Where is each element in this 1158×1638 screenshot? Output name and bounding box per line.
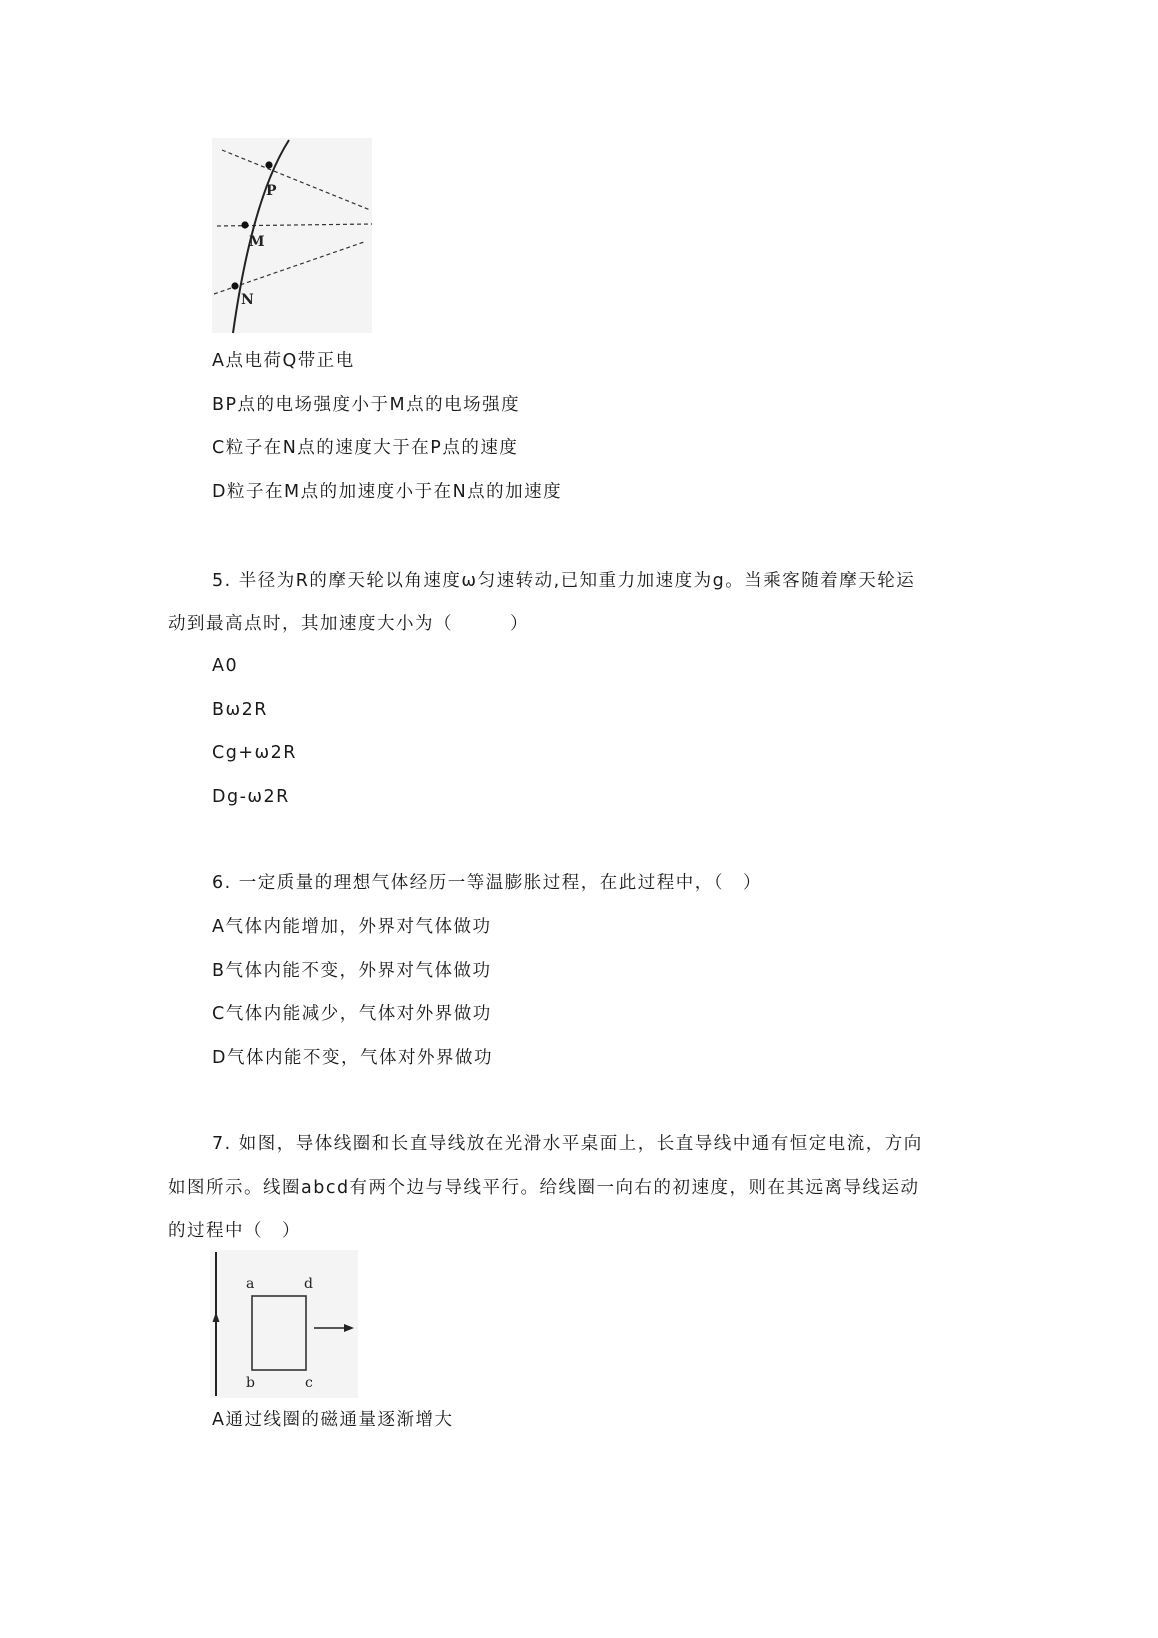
q6-option-a: A气体内能增加，外界对气体做功 xyxy=(212,917,492,937)
point-p-dot xyxy=(265,161,272,168)
q6-option-c: C气体内能减少，气体对外界做功 xyxy=(212,1004,492,1024)
label-d: d xyxy=(304,1276,313,1292)
q7-stem-line1: 7. 如图，导体线圈和长直导线放在光滑水平桌面上，长直导线中通有恒定电流，方向 xyxy=(212,1134,923,1154)
q4-option-a: A点电荷Q带正电 xyxy=(212,351,355,371)
q5-option-a: A0 xyxy=(212,656,239,676)
figure-background xyxy=(212,138,372,333)
q6-option-d: D气体内能不变，气体对外界做功 xyxy=(212,1048,493,1068)
label-m: M xyxy=(249,234,265,250)
q5-stem-line1: 5. 半径为R的摩天轮以角速度ω匀速转动,已知重力加速度为g。当乘客随着摩天轮运 xyxy=(212,571,916,591)
q5-option-c: Cg+ω2R xyxy=(212,743,297,763)
q7-stem-line3: 的过程中（ ） xyxy=(168,1221,301,1241)
label-p: P xyxy=(266,183,277,199)
label-b: b xyxy=(246,1375,255,1391)
point-n-dot xyxy=(231,282,238,289)
q4-option-b: BP点的电场强度小于M点的电场强度 xyxy=(212,395,521,415)
q5-stem-line2: 动到最高点时，其加速度大小为（ ） xyxy=(168,614,529,634)
q7-option-a: A通过线圈的磁通量逐渐增大 xyxy=(212,1410,454,1430)
q4-option-d: D粒子在M点的加速度小于在N点的加速度 xyxy=(212,482,563,502)
q4-option-c: C粒子在N点的速度大于在P点的速度 xyxy=(212,438,519,458)
field-trajectory-figure xyxy=(212,138,372,333)
point-m-dot xyxy=(241,221,248,228)
figure-background xyxy=(210,1250,358,1398)
q6-stem: 6. 一定质量的理想气体经历一等温膨胀过程，在此过程中，（ ） xyxy=(212,873,763,893)
q6-option-b: B气体内能不变，外界对气体做功 xyxy=(212,961,492,981)
label-n: N xyxy=(241,292,254,308)
q7-stem-line2: 如图所示。线圈abcd有两个边与导线平行。给线圈一向右的初速度，则在其远离导线运动 xyxy=(168,1178,920,1198)
label-a: a xyxy=(246,1276,255,1292)
q5-option-b: Bω2R xyxy=(212,700,268,720)
q5-option-d: Dg-ω2R xyxy=(212,787,290,807)
wire-coil-figure xyxy=(210,1250,358,1398)
label-c: c xyxy=(305,1375,313,1391)
